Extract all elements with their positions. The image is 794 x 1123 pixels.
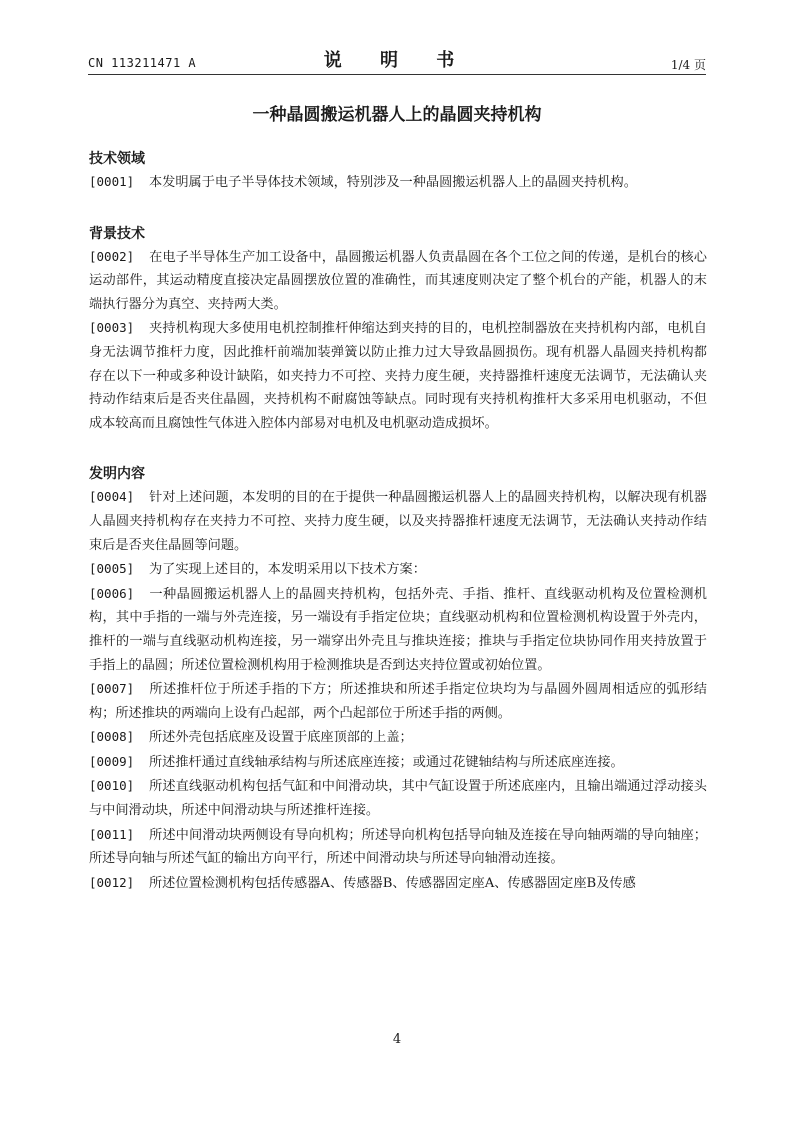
paragraph-text: 一种晶圆搬运机器人上的晶圆夹持机构，包括外壳、手指、推杆、直线驱动机构及位置检测机构，其中手指的一端与外壳连接，另一端设有手指定位块；直线驱动机构和位置检测机构设置于外壳内，推杆的一端与直线驱动机构连接，另一端穿出外壳且与推块连接；推块与手指定位块协同作用夹持放置于手指上的晶圆；所述位置检测机构用于检测推块是否到达夹持位置或初始位置。 <box>89 586 707 673</box>
paragraph <box>89 557 707 582</box>
paragraph-text: 为了实现上述目的，本发明采用以下技术方案： <box>149 562 426 578</box>
paragraph <box>89 170 707 195</box>
page-header <box>88 44 706 72</box>
paragraph-text: 本发明属于电子半导体技术领域，特别涉及一种晶圆搬运机器人上的晶圆夹持机构。 <box>149 175 637 190</box>
paragraph-number: [0002] <box>89 248 135 264</box>
section-heading: 发明内容 <box>89 466 145 483</box>
paragraph-text: 所述推杆位于所述手指的下方；所述推块和所述手指定位块均为与晶圆外圆周相适应的弧形结构；所述推块的两端向上设有凸起部，两个凸起部位于所述手指的两侧。 <box>89 682 707 721</box>
paragraph-text: 所述推杆通过直线轴承结构与所述底座连接；或通过花键轴结构与所述底座连接。 <box>149 754 624 770</box>
paragraph-text: 夹持机构现大多使用电机控制推杆伸缩达到夹持的目的，电机控制器放在夹持机构内部，电机自身无法调节推杆力度，因此推杆前端加装弹簧以防止推力过大导致晶圆损伤。现有机器人晶圆夹持机构都存在以下一种或多种设计缺陷，如夹持力不可控、夹持力度生硬，夹持器推杆速度无法调节，无法确认夹持动作结束后是否夹住晶圆，夹持机构不耐腐蚀等缺点。同时现有夹持机构推杆大多采用电机驱动，不但成本较高而且腐蚀性气体进入腔体内部易对电机及电机驱动造成损坏。 <box>89 321 707 431</box>
paragraph-number: [0009] <box>89 753 135 769</box>
page-number: 4 <box>392 1032 402 1047</box>
paragraph <box>89 677 707 725</box>
document-title: 一种晶圆搬运机器人上的晶圆夹持机构 <box>252 105 542 125</box>
paragraph-number: [0006] <box>89 585 135 601</box>
paragraph <box>89 871 707 896</box>
paragraph-text: 所述中间滑动块两侧设有导向机构；所述导向机构包括导向轴及连接在导向轴两端的导向轴座；所述导向轴与所述气缸的输出方向平行，所述中间滑动块与所述导向轴滑动连接。 <box>89 827 707 867</box>
document-type: 说 明 书 <box>323 50 471 71</box>
section-heading: 技术领域 <box>89 151 145 167</box>
paragraph <box>89 774 707 822</box>
page-info: 1/4 页 <box>670 58 706 72</box>
paragraph-text: 所述直线驱动机构包括气缸和中间滑动块，其中气缸设置于所述底座内，且输出端通过浮动接头与中间滑动块，所述中间滑动块与所述推杆连接。 <box>89 779 707 819</box>
paragraph <box>89 582 707 677</box>
section <box>89 463 707 895</box>
document-number: CN 113211471 A <box>88 56 197 70</box>
paragraph-number: [0005] <box>89 561 135 577</box>
paragraph <box>89 725 707 750</box>
paragraph <box>89 485 707 557</box>
header-divider <box>88 74 706 75</box>
paragraph <box>89 750 707 775</box>
paragraph-number: [0007] <box>89 681 135 697</box>
paragraph-text: 所述位置检测机构包括传感器A、传感器B、传感器固定座A、传感器固定座B及传感 <box>149 875 636 891</box>
paragraph-number: [0010] <box>89 778 135 794</box>
paragraph-text: 所述外壳包括底座及设置于底座顶部的上盖； <box>149 730 413 746</box>
paragraph-number: [0008] <box>89 729 135 745</box>
paragraph-number: [0001] <box>89 174 135 189</box>
paragraph-number: [0003] <box>89 320 135 336</box>
section <box>89 223 707 436</box>
paragraph-number: [0004] <box>89 489 135 505</box>
paragraph <box>89 245 707 317</box>
paragraph-text: 针对上述问题，本发明的目的在于提供一种晶圆搬运机器人上的晶圆夹持机构，以解决现有机器人晶圆夹持机构存在夹持力不可控、夹持力度生硬，以及夹持器推杆速度无法调节，无法确认夹持动作结束后是否夹住晶圆等问题。 <box>89 490 707 553</box>
paragraph-text: 在电子半导体生产加工设备中，晶圆搬运机器人负责晶圆在各个工位之间的传递，是机台的核心运动部件，其运动精度直接决定晶圆摆放位置的准确性，而其速度则决定了整个机台的产能，机器人的末端执行器分为真空、夹持两大类。 <box>89 249 707 312</box>
section-heading: 背景技术 <box>89 225 145 242</box>
section <box>89 148 707 195</box>
document-body <box>89 148 707 923</box>
paragraph-number: [0011] <box>89 826 135 842</box>
paragraph <box>89 316 707 435</box>
paragraph <box>89 823 707 871</box>
paragraph-number: [0012] <box>89 874 135 890</box>
